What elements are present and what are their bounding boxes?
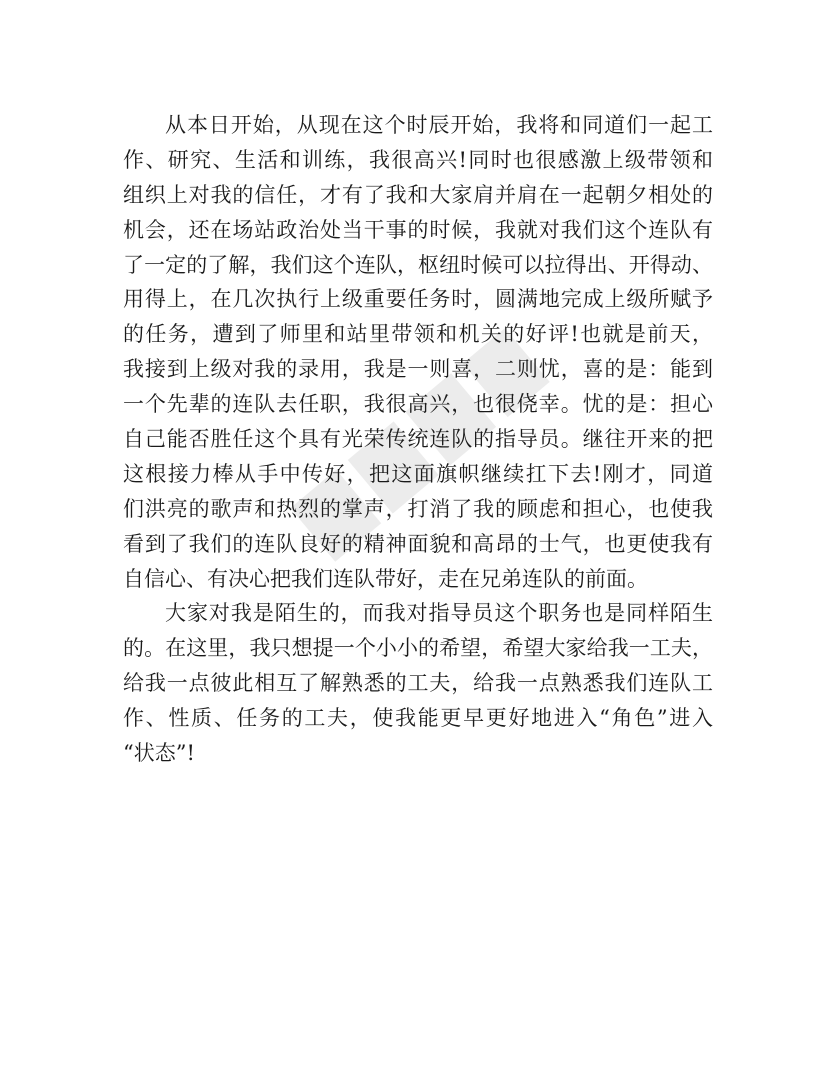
- body-text: [123, 108, 713, 771]
- text-line: 我接到上级对我的录用，我是一则喜，二则忧，喜的是：能到: [123, 357, 713, 382]
- text-line: “状态”!: [123, 741, 195, 766]
- text-line: 给我一点彼此相互了解熟悉的工夫，给我一点熟悉我们连队工: [123, 671, 713, 696]
- text-line: 作、性质、任务的工夫，使我能更早更好地进入“角色”进入: [123, 706, 713, 731]
- text-line: 的任务，遭到了师里和站里带领和机关的好评!也就是前天，: [123, 322, 713, 347]
- text-line: 作、研究、生活和训练，我很高兴!同时也很感激上级带领和: [123, 147, 713, 172]
- text-line: 们洪亮的歌声和热烈的掌声，打消了我的顾虑和担心，也使我: [123, 496, 713, 521]
- text-line: 这根接力棒从手中传好，把这面旗帜继续扛下去!刚才，同道: [123, 461, 713, 486]
- text-line: 从本日开始，从现在这个时辰开始，我将和同道们一起工: [165, 113, 713, 137]
- text-line: 的。在这里，我只想提一个小小的希望，希望大家给我一工夫，: [123, 636, 713, 661]
- text-line: 自己能否胜任这个具有光荣传统连队的指导员。继往开来的把: [123, 427, 713, 452]
- text-line: 了一定的了解，我们这个连队，枢纽时候可以拉得出、开得动、: [123, 252, 713, 277]
- text-line: 看到了我们的连队良好的精神面貌和高昂的士气，也更使我有: [123, 531, 713, 556]
- text-line: 用得上，在几次执行上级重要任务时，圆满地完成上级所赋予: [123, 287, 713, 312]
- text-line: 机会，还在场站政治处当干事的时候，我就对我们这个连队有: [123, 217, 713, 242]
- text-line: 自信心、有决心把我们连队带好，走在兄弟连队的前面。: [123, 566, 648, 591]
- text-line: 一个先辈的连队去任职，我很高兴，也很侥幸。忧的是：担心: [123, 392, 713, 417]
- text-line: 组织上对我的信任，才有了我和大家肩并肩在一起朝夕相处的: [123, 182, 713, 207]
- text-line: 大家对我是陌生的，而我对指导员这个职务也是同样陌生: [165, 601, 713, 626]
